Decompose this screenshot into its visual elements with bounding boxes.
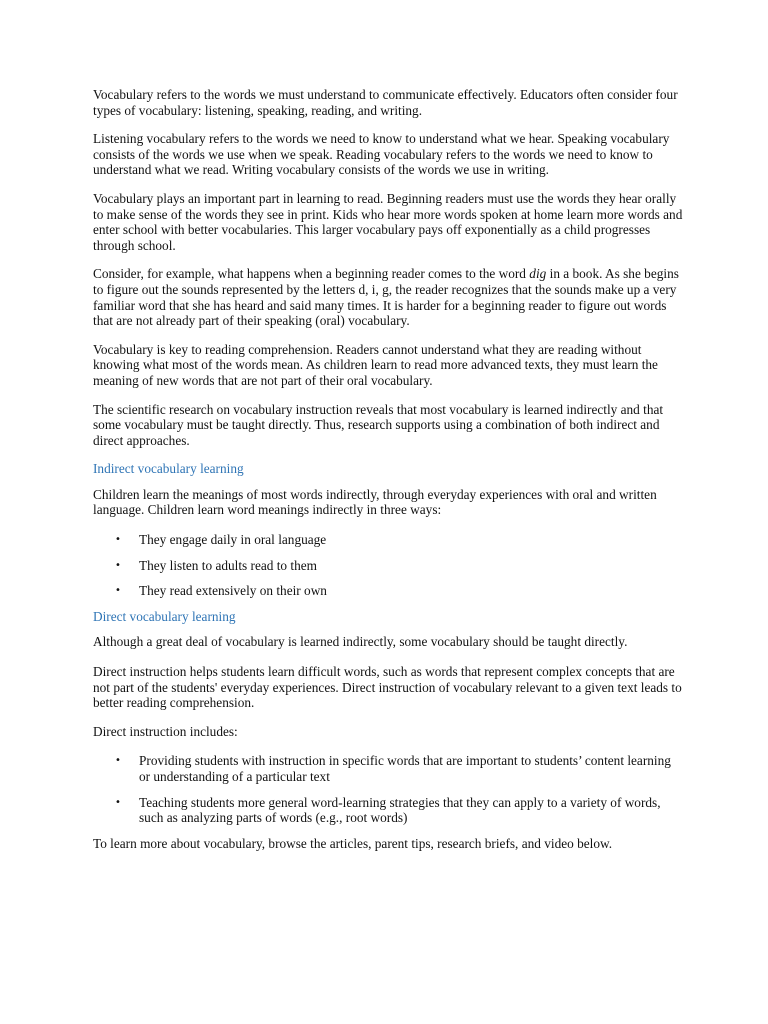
paragraph-importance: Vocabulary plays an important part in learning to read. Beginning readers must use the words they hear orally to make sense of the words they see in print. Kids who hear more words spoken at home learn more words and enter school with better vocabularies. This larger vocabulary pays off exponentially as a child progresses through school. xyxy=(93,190,683,253)
list-item-text: Providing students with instruction in specific words that are important to students’ content learning or understanding of a particular text xyxy=(139,753,671,784)
list-item-text: They listen to adults read to them xyxy=(139,557,317,573)
example-word-dig: dig xyxy=(529,266,547,282)
paragraph-comprehension: Vocabulary is key to reading comprehension. Readers cannot understand what they are reading without knowing what most of the words mean. As children learn to read more advanced texts, they must learn the meaning of new words that are not part of their oral vocabulary. xyxy=(93,341,658,388)
example-text-before: Consider, for example, what happens when a beginning reader comes to the word xyxy=(93,266,530,282)
paragraph-includes: Direct instruction includes: xyxy=(93,723,238,739)
bullet-icon: • xyxy=(115,585,121,597)
paragraph-example xyxy=(93,266,683,328)
document-page xyxy=(93,87,683,864)
list-item xyxy=(93,583,683,599)
paragraph-research: The scientific research on vocabulary instruction reveals that most vocabulary is learned indirectly and that some vocabulary must be taught directly. Thus, research supports using a combination of both indirect and direct approaches. xyxy=(93,401,664,448)
list-item-text: They engage daily in oral language xyxy=(139,532,327,548)
list-item-text: They read extensively on their own xyxy=(139,583,327,599)
bullet-icon: • xyxy=(115,755,121,767)
example-text-after: in a book. As she begins to figure out the sounds represented by the letters d, i, g, the reader recognizes that the sounds make up a very familiar word that she has heard and said many times. It is harder for a beginning reader to figure out words that are not already part of their speaking (oral) vocabulary. xyxy=(93,266,679,329)
paragraph-closing: To learn more about vocabulary, browse the articles, parent tips, research briefs, and video below. xyxy=(93,835,613,851)
list-item xyxy=(93,795,683,826)
paragraph-intro: Vocabulary refers to the words we must understand to communicate effectively. Educators often consider four types of vocabulary: listening, speaking, reading, and writing. xyxy=(93,87,678,118)
list-item xyxy=(93,532,683,548)
bullet-icon: • xyxy=(115,796,121,808)
indirect-ways-list xyxy=(93,532,683,599)
list-item xyxy=(93,753,683,784)
direct-instruction-list xyxy=(93,753,683,825)
paragraph-vocabulary-types: Listening vocabulary refers to the words we need to know to understand what we hear. Speaking vocabulary consists of the words we use when we speak. Reading vocabulary refers to the words we need to know to understand what we read. Writing vocabulary consists of the words we use in writing. xyxy=(93,131,670,178)
bullet-icon: • xyxy=(115,559,121,571)
bullet-icon: • xyxy=(115,534,121,546)
list-item-text: Teaching students more general word-learning strategies that they can apply to a variety of words, such as analyzing parts of words (e.g., root words) xyxy=(139,794,661,826)
heading-direct-learning: Direct vocabulary learning xyxy=(93,608,236,624)
paragraph-direct-intro: Although a great deal of vocabulary is learned indirectly, some vocabulary should be taught directly. xyxy=(93,634,628,650)
list-item xyxy=(93,558,683,574)
heading-indirect-learning: Indirect vocabulary learning xyxy=(93,461,244,477)
paragraph-indirect-intro: Children learn the meanings of most words indirectly, through everyday experiences with oral and written language. Children learn word meanings indirectly in three ways: xyxy=(93,486,657,518)
paragraph-direct-instruction: Direct instruction helps students learn difficult words, such as words that represent complex concepts that are not part of the students' everyday experiences. Direct instruction of vocabulary relevant to a given text leads to better reading comprehension. xyxy=(93,664,682,711)
